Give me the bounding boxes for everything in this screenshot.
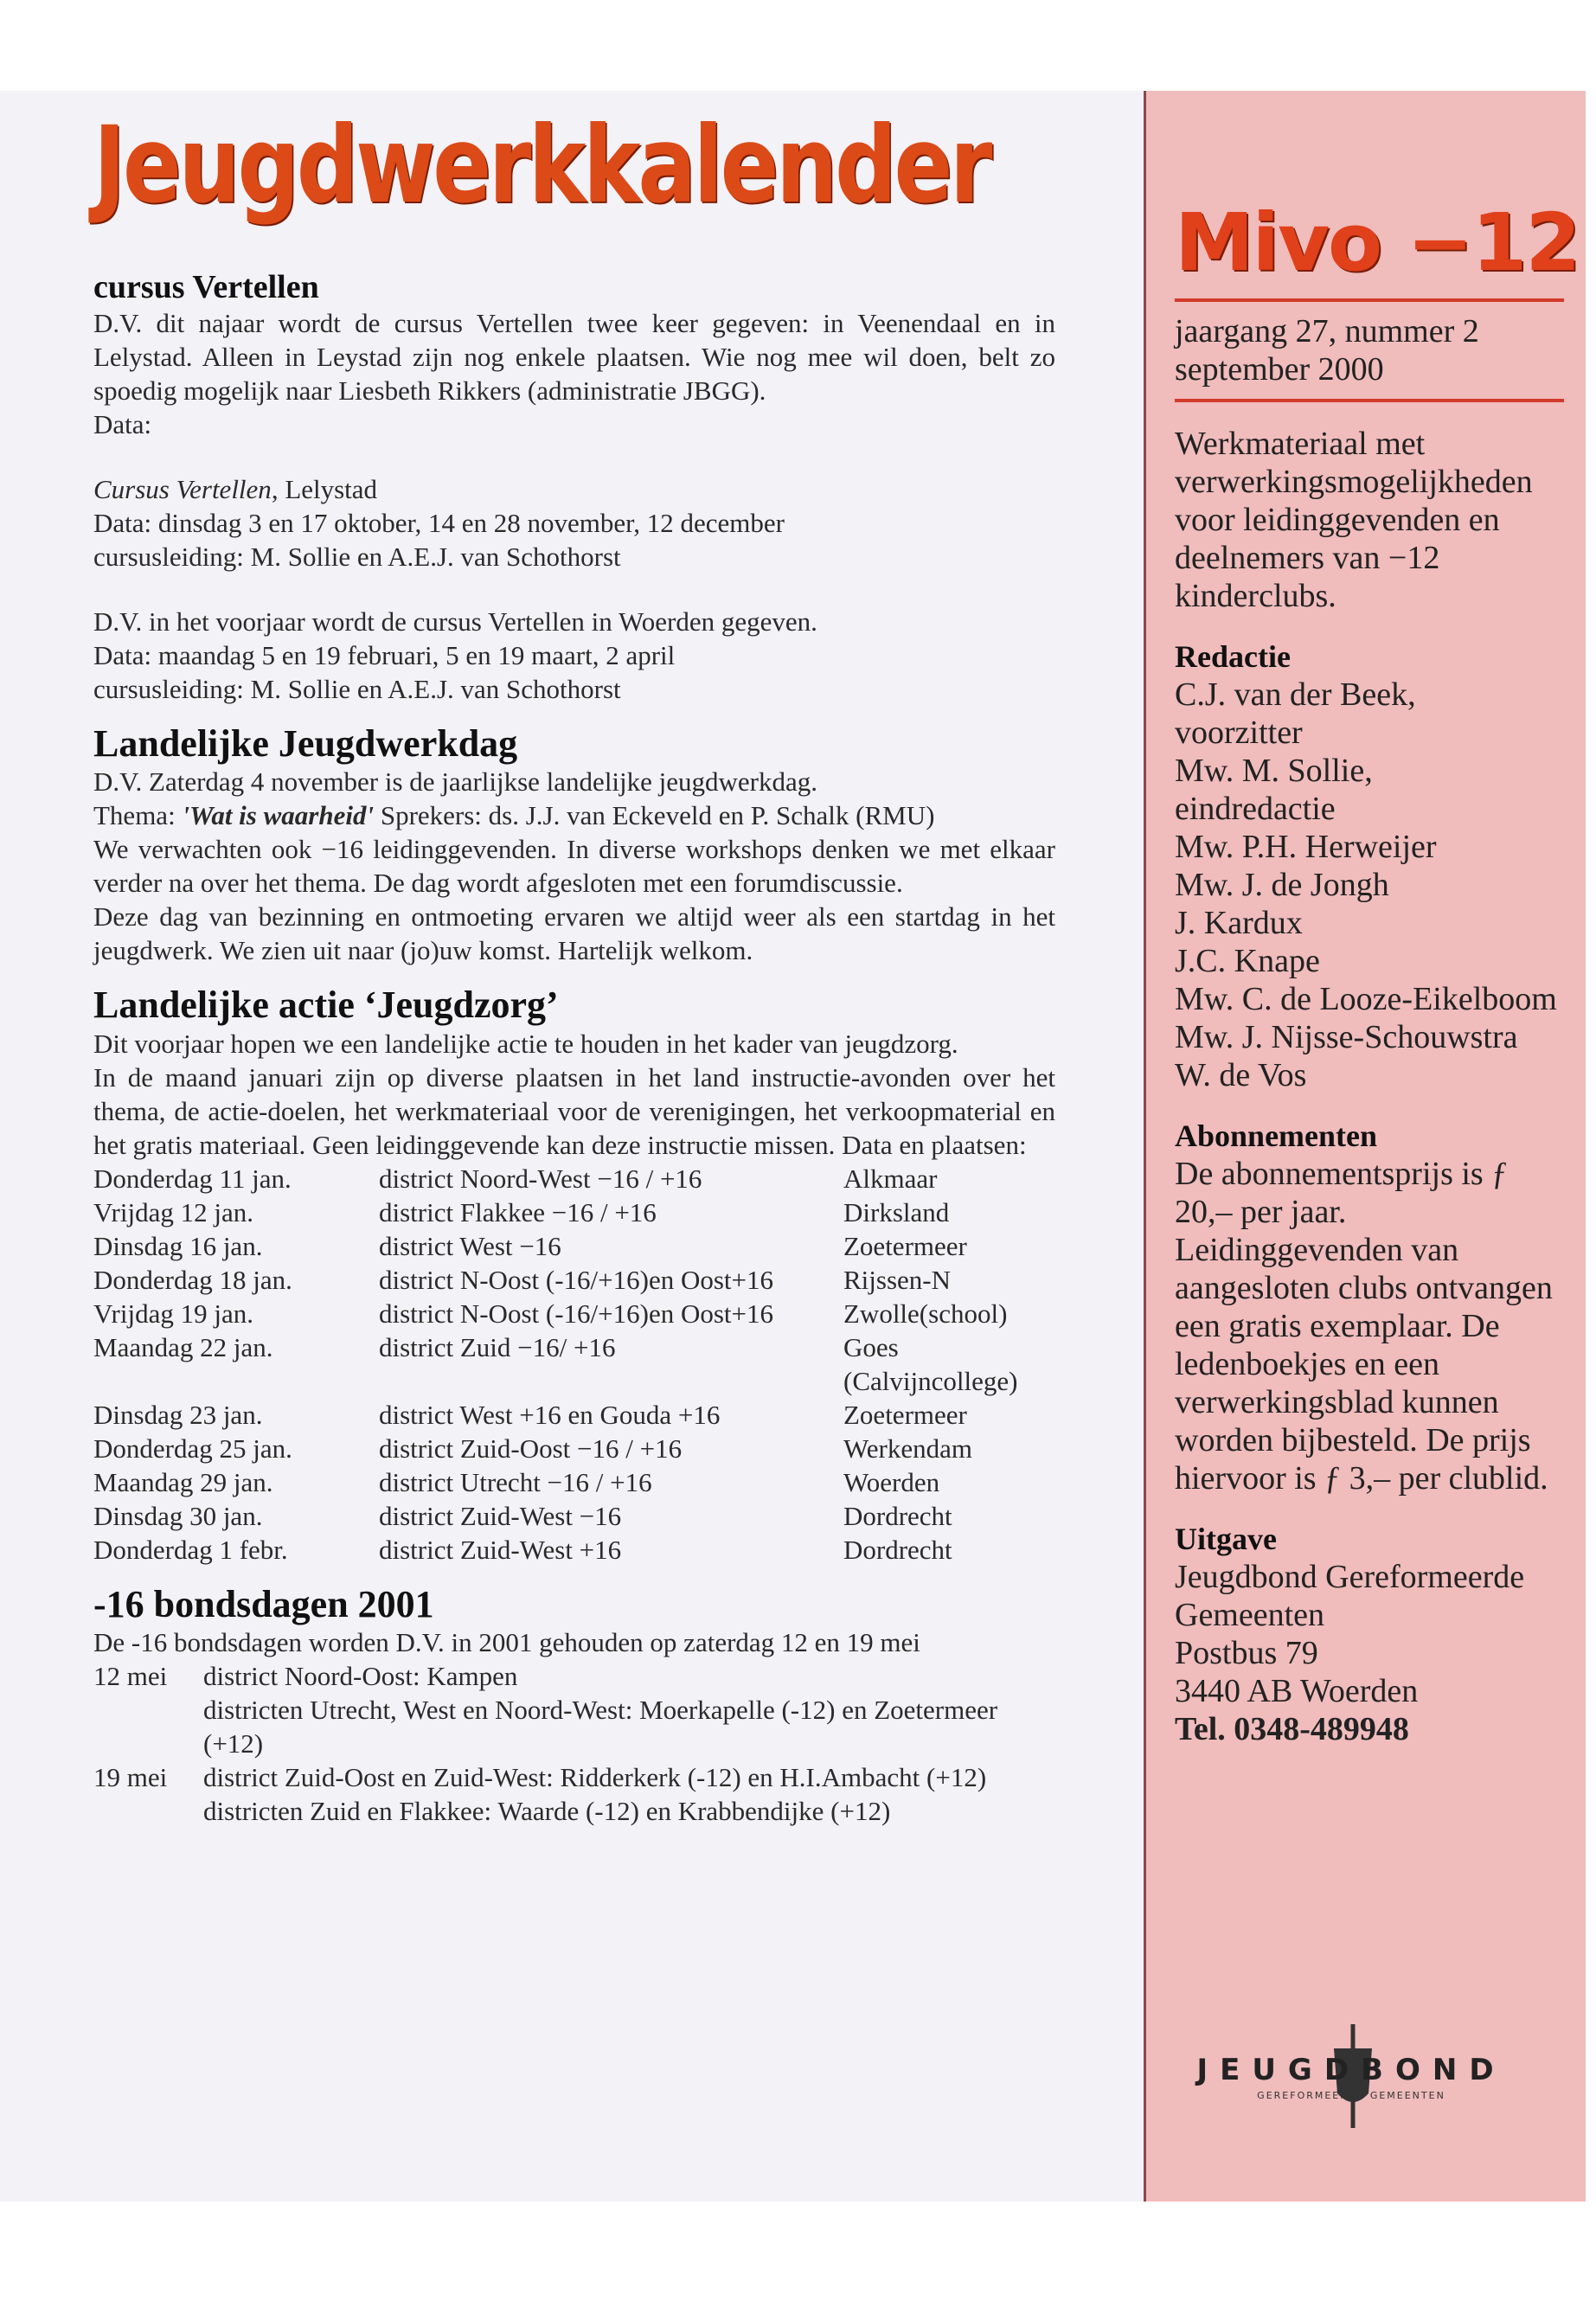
section-heading: Landelijke actie ‘Jeugdzorg’ — [93, 984, 559, 1027]
schedule-date: Vrijdag 12 jan. — [93, 1196, 253, 1227]
schedule-date: Donderdag 18 jan. — [93, 1264, 292, 1295]
table-row — [93, 1398, 1055, 1432]
masthead-title: Jeugdwerkkalender — [93, 104, 990, 227]
redactie-member: Mw. P.H. Herweijer — [1175, 829, 1437, 865]
schedule-district: district Zuid-West −16 — [379, 1500, 622, 1531]
schedule-place: Alkmaar — [843, 1163, 938, 1194]
table-row — [93, 1499, 1055, 1533]
course-place: , Lelystad — [271, 473, 378, 504]
schedule-place: Goes (Calvijncollege) — [843, 1331, 1018, 1396]
schedule-table — [93, 1162, 1055, 1567]
table-row — [93, 1195, 1055, 1229]
abonnementen-heading: Abonnementen — [1175, 1118, 1378, 1153]
table-row — [93, 1432, 1055, 1465]
sidebar-content — [1175, 196, 1580, 1771]
issue-line: jaargang 27, nummer 2 — [1175, 313, 1479, 349]
location-line: district Noord-Oost: Kampen — [203, 1660, 518, 1691]
table-row — [93, 1659, 1062, 1760]
redactie-member: C.J. van der Beek, — [1175, 676, 1416, 713]
section-jeugdwerkdag — [93, 723, 1055, 967]
schedule-district: district West +16 en Gouda +16 — [379, 1399, 721, 1430]
schedule-place: Dirksland — [843, 1196, 950, 1227]
jeugdbond-logo — [1170, 2024, 1533, 2128]
schedule-date: Dinsdag 30 jan. — [93, 1500, 263, 1531]
sidebar-title: Mivo −12 — [1175, 196, 1580, 289]
redactie-member: Mw. M. Sollie, — [1175, 753, 1373, 789]
schedule-date: Donderdag 1 febr. — [93, 1534, 288, 1565]
schedule-place: Dordrecht — [843, 1534, 952, 1565]
redactie-member: W. de Vos — [1175, 1057, 1307, 1093]
paragraph: De -16 bondsdagen worden D.V. in 2001 gehouden op zaterdag 12 en 19 mei — [93, 1626, 920, 1657]
table-row — [93, 1263, 1055, 1297]
abonnementen-text: De abonnementsprijs is ƒ 20,– per jaar. Leidinggevenden van aangesloten clubs ontvangen een gratis exemplaar. De ledenboekjes en een verwerkingsblad kunnen worden bijbesteld. De prijs hiervoor is ƒ 3,– per clublid. — [1175, 1156, 1553, 1497]
section-heading: cursus Vertellen — [93, 269, 319, 305]
redactie-member: Mw. C. de Looze-Eikelboom — [1175, 981, 1557, 1017]
paragraph: We verwachten ook −16 leidinggevenden. In diverse workshops denken we met elkaar verder na over het thema. De dag wordt afgesloten met een forumdiscussie. — [93, 834, 1055, 899]
uitgave-line: Jeugdbond Gereformeerde Gemeenten — [1175, 1559, 1525, 1633]
section-heading: -16 bondsdagen 2001 — [93, 1582, 434, 1625]
paragraph: D.V. dit najaar wordt de cursus Vertellen twee keer gegeven: in Veenendaal en in Lelystad. Alleen in Leystad zijn nog enkele plaatsen. Wie nog mee wil doen, belt zo spoedig mogelijk naar Liesbeth Rikkers (administratie JBGG). — [93, 307, 1055, 406]
paragraph: cursusleiding: M. Sollie en A.E.J. van Schothorst — [93, 541, 621, 572]
schedule-place: Zoetermeer — [843, 1230, 967, 1261]
redactie-member: Mw. J. de Jongh — [1175, 867, 1389, 903]
paragraph: Data: maandag 5 en 19 februari, 5 en 19 maart, 2 april — [93, 639, 676, 670]
uitgave-line: 3440 AB Woerden — [1175, 1673, 1419, 1709]
schedule-date: Donderdag 25 jan. — [93, 1433, 292, 1464]
redactie-member: eindredactie — [1175, 791, 1336, 827]
schedule-district: district West −16 — [379, 1230, 561, 1261]
schedule-district: district Noord-West −16 / +16 — [379, 1163, 702, 1194]
table-row — [93, 1465, 1055, 1499]
schedule-district: district N-Oost (-16/+16)en Oost+16 — [379, 1264, 773, 1295]
schedule-place: Dordrecht — [843, 1500, 952, 1531]
table-row — [93, 1229, 1055, 1263]
thema-line — [93, 798, 1055, 832]
table-row — [93, 1760, 1062, 1828]
issue-line: september 2000 — [1175, 351, 1384, 388]
telephone: Tel. 0348-489948 — [1175, 1711, 1409, 1747]
table-row — [93, 1533, 1055, 1567]
table-row — [93, 1297, 1055, 1330]
uitgave-heading: Uitgave — [1175, 1522, 1277, 1556]
paragraph: Data: — [93, 408, 152, 439]
section-heading: Landelijke Jeugdwerkdag — [93, 721, 518, 765]
divider — [1175, 298, 1564, 302]
redactie-member: J. Kardux — [1175, 905, 1303, 941]
schedule-date: Maandag 22 jan. — [93, 1331, 273, 1362]
redactie-heading: Redactie — [1175, 639, 1291, 674]
paragraph: Data: dinsdag 3 en 17 oktober, 14 en 28 november, 12 december — [93, 507, 785, 538]
bondsdag-locations — [203, 1760, 1062, 1828]
course-line — [93, 472, 1055, 506]
uitgave-list — [1175, 1558, 1564, 1710]
schedule-place: Woerden — [843, 1466, 940, 1497]
paragraph: Dit voorjaar hopen we een landelijke actie te houden in het kader van jeugdzorg. — [93, 1028, 958, 1059]
bondsdag-locations — [203, 1659, 1062, 1760]
uitgave-line: Postbus 79 — [1175, 1635, 1318, 1671]
redactie-member: Mw. J. Nijsse-Schouwstra — [1175, 1019, 1518, 1055]
bondsdag-date: 12 mei — [93, 1660, 168, 1691]
thema-title: 'Wat is waarheid' — [182, 800, 375, 831]
schedule-date: Dinsdag 16 jan. — [93, 1230, 263, 1261]
location-line: districten Zuid en Flakkee: Waarde (-12) en Krabbendijke (+12) — [203, 1795, 891, 1826]
paragraph: D.V. Zaterdag 4 november is de jaarlijkse landelijke jeugdwerkdag. — [93, 766, 818, 798]
section-bondsdagen — [93, 1584, 1055, 1828]
paragraph: cursusleiding: M. Sollie en A.E.J. van Schothorst — [93, 673, 621, 704]
bondsdag-date: 19 mei — [93, 1761, 168, 1792]
schedule-place: Zoetermeer — [843, 1399, 967, 1430]
schedule-district: district Zuid −16/ +16 — [379, 1331, 616, 1362]
logo-subtitle: GEREFORMEERDE GEMEENTEN — [1257, 2090, 1445, 2101]
course-title: Cursus Vertellen — [93, 473, 272, 504]
description: Werkmateriaal met verwerkingsmogelijkheden voor leidinggevenden en deelnemers van −12 kinderclubs. — [1175, 426, 1533, 614]
thema-prefix: Thema: — [93, 800, 183, 831]
thema-speakers: Sprekers: ds. J.J. van Eckeveld en P. Schalk (RMU) — [374, 800, 935, 831]
divider — [1175, 399, 1564, 402]
table-row — [93, 1162, 1055, 1195]
schedule-date: Donderdag 11 jan. — [93, 1163, 292, 1194]
table-row — [93, 1330, 1055, 1398]
location-line: districten Utrecht, West en Noord-West: Moerkapelle (-12) en Zoetermeer (+12) — [203, 1694, 998, 1759]
main-column — [93, 104, 1055, 1845]
schedule-district: district Utrecht −16 / +16 — [379, 1466, 652, 1497]
schedule-district: district Flakkee −16 / +16 — [379, 1196, 657, 1227]
schedule-district: district N-Oost (-16/+16)en Oost+16 — [379, 1298, 773, 1329]
redactie-member: J.C. Knape — [1175, 943, 1320, 979]
schedule-place: Werkendam — [843, 1433, 972, 1464]
section-jeugdzorg — [93, 984, 1055, 1566]
schedule-district: district Zuid-West +16 — [379, 1534, 622, 1565]
paragraph: Deze dag van bezinning en ontmoeting ervaren we altijd weer als een startdag in het jeugdwerk. We zien uit naar (jo)uw komst. Hartelijk welkom. — [93, 901, 1055, 966]
schedule-place: Zwolle(school) — [843, 1298, 1008, 1329]
paragraph: In de maand januari zijn op diverse plaatsen in het land instructie-avonden over het thema, de actie-doelen, het werkmateriaal voor de verenigingen, het verkoopmaterial en het gratis materiaal. Geen leidinggevende kan deze instructie missen. Data en plaatsen: — [93, 1061, 1055, 1160]
schedule-place: Rijssen-N — [843, 1264, 951, 1295]
schedule-date: Maandag 29 jan. — [93, 1466, 273, 1497]
section-vertellen — [93, 270, 1055, 706]
schedule-district: district Zuid-Oost −16 / +16 — [379, 1433, 683, 1464]
logo-word: JEUGDBOND — [1196, 2053, 1506, 2087]
redactie-member: voorzitter — [1175, 715, 1303, 751]
location-line: district Zuid-Oost en Zuid-West: Ridderkerk (-12) en H.I.Ambacht (+12) — [203, 1761, 987, 1792]
paragraph: D.V. in het voorjaar wordt de cursus Vertellen in Woerden gegeven. — [93, 606, 817, 637]
redactie-list — [1175, 676, 1564, 1094]
schedule-date: Dinsdag 23 jan. — [93, 1399, 263, 1430]
sidebar — [1144, 91, 1586, 2202]
schedule-date: Vrijdag 19 jan. — [93, 1298, 253, 1329]
bondsdagen-table — [93, 1659, 1062, 1828]
